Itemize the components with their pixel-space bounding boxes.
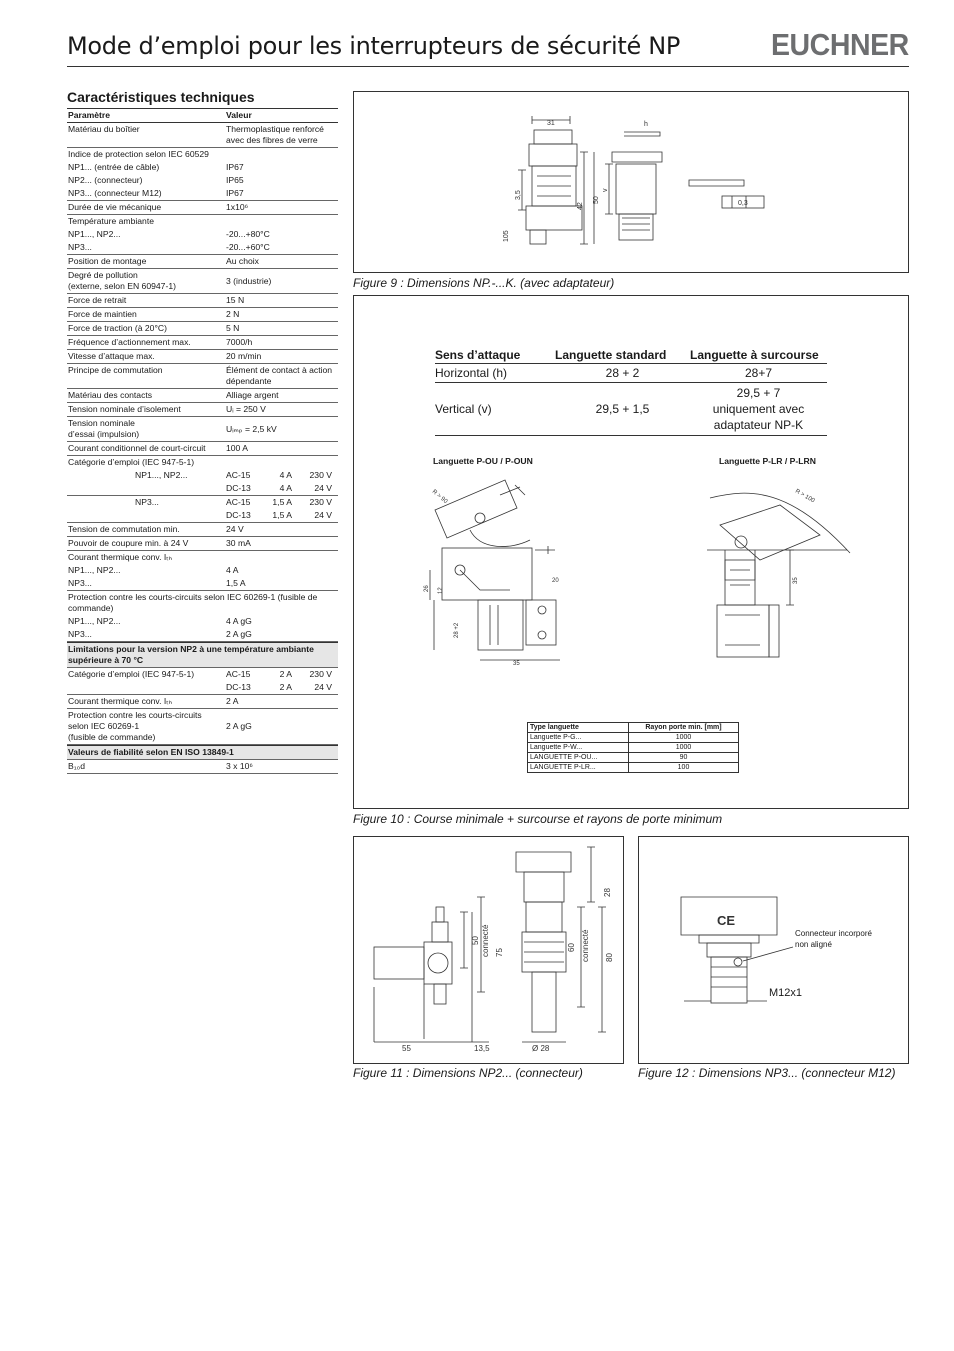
param-label: Force de traction (à 20°C)	[68, 323, 167, 333]
param-label: NP1..., NP2...	[68, 229, 121, 239]
cat-cell: 1,5 A	[272, 510, 292, 520]
connector-note	[795, 928, 872, 950]
param-label-line: Protection contre les courts-circuits	[68, 710, 202, 720]
param-value: -20...+60°C	[226, 242, 270, 252]
table-row	[67, 201, 338, 215]
param-label: Protection contre les courts-circuits selon IEC 60269-1 (fusible de commande)	[68, 592, 318, 613]
figure-9-frame	[353, 91, 909, 273]
param-value: 5 N	[226, 323, 240, 333]
door-radius-table	[527, 722, 739, 773]
param-label: Catégorie d’emploi (IEC 947-5-1)	[68, 457, 195, 467]
cat-cell: DC-13	[226, 483, 251, 493]
table-row	[67, 148, 338, 161]
table-cell: 1000	[629, 733, 739, 743]
param-value	[226, 469, 338, 482]
param-value: 1,5 A	[226, 578, 246, 588]
table-header: Languette à surcourse	[690, 347, 827, 364]
table-row	[67, 241, 338, 255]
table-row	[67, 269, 338, 294]
dim-label: R > 100	[794, 488, 816, 505]
table-row	[67, 709, 338, 745]
figure-9-drawing	[354, 92, 908, 272]
param-label: NP1..., NP2...	[68, 616, 121, 626]
param-value: 100 A	[226, 443, 248, 453]
param-label: Durée de vie mécanique	[68, 202, 162, 212]
section-title: Valeurs de fiabilité selon EN ISO 13849-1	[68, 747, 234, 757]
param-label: NP3...	[68, 578, 92, 588]
table-row	[528, 743, 739, 753]
table-row	[528, 753, 739, 763]
dim-label: 50	[593, 196, 600, 204]
cat-cell: AC-15	[226, 669, 251, 679]
param-label: Courant thermique conv. Iₜₕ	[68, 552, 173, 562]
table-row	[67, 551, 338, 564]
param-value: IP65	[226, 175, 244, 185]
dim-label: 20	[552, 578, 559, 584]
overtravel-table	[435, 347, 827, 436]
cat-cell: 4 A	[279, 483, 292, 493]
table-row	[67, 668, 338, 681]
param-value: 7000/h	[226, 337, 253, 347]
table-row	[528, 733, 739, 743]
dim-label: 35	[793, 577, 799, 584]
table-cell: LANGUETTE P-LR...	[528, 763, 629, 773]
dim-label: h	[644, 121, 648, 128]
param-label: NP3...	[135, 497, 159, 507]
table-row	[67, 496, 338, 509]
left-actuator-drawing	[420, 470, 580, 670]
table-row	[67, 615, 338, 628]
right-actuator-drawing	[695, 470, 855, 665]
param-label: Indice de protection selon IEC 60529	[68, 149, 209, 159]
param-label: NP3... (connecteur M12)	[68, 188, 162, 198]
param-value: 15 N	[226, 295, 245, 305]
param-label	[67, 509, 226, 522]
table-cell: 1000	[629, 743, 739, 753]
param-label: NP1..., NP2...	[68, 565, 121, 575]
figure-9-caption: Figure 9 : Dimensions NP.-...K. (avec adaptateur)	[353, 276, 615, 290]
param-label: Vitesse d’attaque max.	[68, 351, 155, 361]
param-value: Alliage argent	[226, 390, 279, 400]
table-row	[67, 255, 338, 269]
table-row	[67, 628, 338, 642]
dim-label: 13,5	[474, 1044, 490, 1053]
param-label: NP2... (connecteur)	[68, 175, 143, 185]
dim-label: 28	[603, 888, 612, 897]
table-cell: 28+7	[690, 364, 827, 383]
cat-cell: 24 V	[314, 510, 332, 520]
table-row	[67, 336, 338, 350]
param-label: B₁₀d	[68, 761, 85, 771]
cat-cell: AC-15	[226, 497, 251, 507]
param-label: Fréquence d’actionnement max.	[68, 337, 191, 347]
param-label: NP1..., NP2...	[135, 470, 188, 480]
table-row	[67, 695, 338, 709]
table-cell: Languette P-W...	[528, 743, 629, 753]
param-label-line: (fusible de commande)	[68, 732, 156, 742]
table-row	[67, 681, 338, 695]
dim-label: connecté	[481, 924, 490, 957]
cell-line: uniquement avec adaptateur NP-K	[712, 402, 805, 432]
dim-label: v	[602, 188, 609, 192]
cat-cell: 230 V	[309, 669, 332, 679]
table-row	[67, 228, 338, 241]
param-value	[226, 668, 338, 681]
dim-label: 50	[471, 936, 480, 945]
table-row	[67, 161, 338, 174]
dim-label: 3,5	[515, 190, 522, 200]
cat-cell: AC-15	[226, 470, 251, 480]
table-row	[67, 509, 338, 523]
param-value: 24 V	[226, 524, 244, 534]
table-cell: 100	[629, 763, 739, 773]
table-header: Sens d’attaque	[435, 347, 555, 364]
col-param-header: Paramètre	[68, 110, 111, 120]
param-value: 30 mA	[226, 538, 251, 548]
euchner-logo: EUCHNER	[771, 27, 909, 62]
param-value: IP67	[226, 188, 244, 198]
cell-line: 29,5 + 7	[736, 386, 781, 400]
table-row	[67, 577, 338, 591]
dim-label: 42	[577, 202, 584, 210]
table-row	[67, 523, 338, 537]
note-line: Connecteur incorporé	[795, 929, 872, 938]
tech-table	[67, 108, 338, 774]
param-value: Élément de contact à action dépendante	[226, 365, 333, 386]
cat-cell: 230 V	[309, 470, 332, 480]
param-value: 4 A gG	[226, 616, 252, 626]
param-label: Tension nominale d’isolement	[68, 404, 181, 414]
param-label-line: (externe, selon EN 60947-1)	[68, 281, 176, 291]
dim-label: 35	[513, 661, 520, 667]
table-cell	[690, 383, 827, 436]
param-label: Pouvoir de coupure min. à 24 V	[68, 538, 189, 548]
param-label: Matériau du boîtier	[68, 124, 140, 134]
table-cell: 28 + 2	[555, 364, 690, 383]
table-row	[67, 417, 338, 442]
table-header: Languette standard	[555, 347, 690, 364]
table-cell: Horizontal (h)	[435, 364, 555, 383]
param-value: 3 x 10⁶	[226, 761, 253, 771]
param-label	[67, 681, 226, 694]
param-label: NP1... (entrée de câble)	[68, 162, 160, 172]
figure-12-frame	[638, 836, 909, 1064]
table-header: Type languette	[528, 723, 629, 733]
dim-label: 28 +2	[454, 622, 460, 638]
param-label: Catégorie d’emploi (IEC 947-5-1)	[68, 669, 195, 679]
table-row	[435, 383, 827, 436]
figure-11-frame	[353, 836, 624, 1064]
table-row	[67, 123, 338, 148]
dim-label: connecté	[581, 929, 590, 962]
param-value: 2 A	[226, 696, 239, 706]
table-header: Rayon porte min. [mm]	[629, 723, 739, 733]
param-label: NP3...	[68, 629, 92, 639]
dim-label: Ø 28	[532, 1044, 550, 1053]
param-label	[67, 709, 226, 744]
table-row	[67, 760, 338, 774]
dim-label: 80	[605, 953, 614, 962]
param-label	[67, 482, 226, 495]
param-value: 2 A gG	[226, 629, 252, 639]
cat-cell: 2 A	[279, 682, 292, 692]
section-row	[67, 642, 338, 668]
param-value: 2 A gG	[226, 721, 252, 731]
dim-label: 105	[503, 230, 510, 242]
right-actuator-label: Languette P-LR / P-LRN	[719, 456, 816, 466]
param-label: Position de montage	[68, 256, 147, 266]
param-value: Au choix	[226, 256, 259, 266]
param-label-line: selon IEC 60269-1	[68, 721, 140, 731]
param-label: Courant conditionnel de court-circuit	[68, 443, 206, 453]
param-value	[226, 496, 338, 509]
figure-12-caption: Figure 12 : Dimensions NP3... (connecteur M12)	[638, 1066, 896, 1080]
table-row	[67, 469, 338, 482]
dim-label: 31	[547, 120, 555, 127]
param-value	[226, 681, 338, 694]
ce-mark: CE	[717, 913, 736, 928]
tech-table-header	[67, 108, 338, 123]
section-title: Limitations pour la version NP2 à une température ambiante supérieure à 70 °C	[68, 644, 314, 665]
table-row	[67, 456, 338, 469]
table-row	[67, 364, 338, 389]
left-actuator-label: Languette P-OU / P-OUN	[433, 456, 533, 466]
tech-heading: Caractéristiques techniques	[67, 89, 255, 105]
table-cell: 90	[629, 753, 739, 763]
param-value: 20 m/min	[226, 351, 262, 361]
param-label-line: Degré de pollution	[68, 270, 138, 280]
param-label	[67, 269, 226, 293]
dim-label: 60	[567, 943, 576, 952]
table-row	[67, 215, 338, 228]
param-value: IP67	[226, 162, 244, 172]
param-label: Température ambiante	[68, 216, 154, 226]
param-label: Principe de commutation	[68, 365, 163, 375]
table-row	[67, 537, 338, 551]
table-row	[67, 294, 338, 308]
param-label: Force de retrait	[68, 295, 127, 305]
param-value	[226, 509, 338, 522]
cat-cell: 1,5 A	[272, 497, 292, 507]
param-value: -20...+80°C	[226, 229, 270, 239]
table-row	[67, 442, 338, 456]
section-row	[67, 745, 338, 760]
table-row	[435, 364, 827, 383]
param-label-line: d’essai (impulsion)	[68, 429, 140, 439]
cat-cell: 230 V	[309, 497, 332, 507]
param-value: 2 N	[226, 309, 240, 319]
figure-11-drawing	[354, 837, 623, 1063]
param-label: Force de maintien	[68, 309, 137, 319]
param-value: Thermoplastique renforcé avec des fibres de verre	[226, 124, 324, 145]
cat-cell: 4 A	[279, 470, 292, 480]
dim-label: 12	[438, 587, 444, 594]
table-row	[67, 564, 338, 577]
table-row	[67, 350, 338, 364]
table-row	[67, 308, 338, 322]
table-row	[67, 591, 338, 615]
table-cell: 29,5 + 1,5	[555, 383, 690, 436]
figure-11-caption: Figure 11 : Dimensions NP2... (connecteur)	[353, 1066, 583, 1080]
param-value: Uᵢ = 250 V	[226, 404, 266, 414]
table-row	[528, 763, 739, 773]
cat-cell: DC-13	[226, 510, 251, 520]
col-value-header: Valeur	[226, 110, 252, 120]
table-row	[67, 403, 338, 417]
param-label: Matériau des contacts	[68, 390, 153, 400]
page-title: Mode d’emploi pour les interrupteurs de sécurité NP	[67, 32, 681, 60]
table-row	[67, 482, 338, 496]
cat-cell: 24 V	[314, 483, 332, 493]
cat-cell: 24 V	[314, 682, 332, 692]
dim-label: 26	[424, 585, 430, 592]
dim-label: 55	[402, 1044, 411, 1053]
figure-10-caption: Figure 10 : Course minimale + surcourse et rayons de porte minimum	[353, 812, 723, 826]
table-cell: Languette P-G...	[528, 733, 629, 743]
dim-label: R > 90	[430, 488, 449, 506]
param-label: Courant thermique conv. Iₜₕ	[68, 696, 173, 706]
param-value: 1x10⁶	[226, 202, 249, 212]
param-label: NP3...	[68, 242, 92, 252]
dim-label: 75	[495, 948, 504, 957]
table-row	[67, 322, 338, 336]
param-label	[67, 417, 226, 441]
table-cell: Vertical (v)	[435, 383, 555, 436]
param-label-line: Tension nominale	[68, 418, 135, 428]
param-value	[226, 482, 338, 495]
param-label: Tension de commutation min.	[68, 524, 180, 534]
table-row	[67, 187, 338, 201]
note-line: non aligné	[795, 940, 832, 949]
param-value: 3 (industrie)	[226, 275, 272, 286]
cat-cell: 2 A	[279, 669, 292, 679]
table-row	[67, 389, 338, 403]
figure-12-drawing	[639, 837, 908, 1063]
table-row	[67, 174, 338, 187]
dim-label: 0,3	[738, 200, 748, 207]
header-rule	[67, 66, 909, 67]
param-value: 4 A	[226, 565, 239, 575]
table-cell: LANGUETTE P-OU...	[528, 753, 629, 763]
thread-label: M12x1	[769, 987, 803, 999]
param-value: Uᵢₘₚ = 2,5 kV	[226, 423, 277, 434]
cat-cell: DC-13	[226, 682, 251, 692]
